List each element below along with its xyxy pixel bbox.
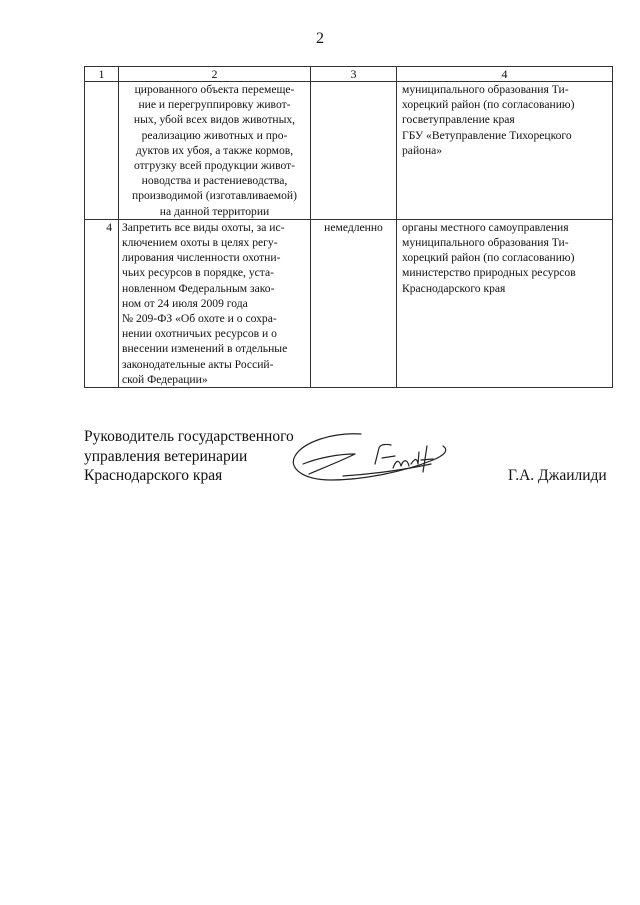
table-row [85,82,613,220]
text-line: ГБУ «Ветуправление Тихорецкого [402,128,572,142]
text-line: госветуправление края [402,113,515,127]
text-line: ных, убой всех видов животных, [133,113,296,127]
text-line: муниципального образования Ти- [402,236,569,250]
handwritten-signature [283,424,453,490]
measure-text-cell [119,82,311,220]
deadline-cell [311,82,397,220]
signatory-title [84,427,294,486]
text-line: на данной территории [159,204,270,218]
table-row [85,219,613,387]
measure-text-cell [119,219,311,387]
signatory-title-line: Руководитель государственного [84,428,294,445]
table-header-row [85,67,613,82]
text-line: хорецкий район (по согласованию) [402,98,575,112]
text-line: новодства и растениеводства, [141,174,288,188]
text-line: Запретить все виды охоты, за ис- [122,220,285,234]
text-line: ключением охоты в целях регу- [122,236,278,250]
text-line: хорецкий район (по согласованию) [402,251,575,265]
text-line: дуктов их убоя, а также кормов, [135,143,294,157]
text-line: нении охотничьих ресурсов и о [122,327,277,341]
measures-table [84,66,613,388]
signatory-title-line: Краснодарского края [84,467,223,484]
text-line: лирования численности охотни- [122,251,281,265]
text-line: министерство природных ресурсов [402,266,576,280]
responsible-cell [397,219,613,387]
text-line: муниципального образования Ти- [402,83,569,96]
text-line: района» [402,143,443,157]
table-header-cell: 4 [397,67,613,82]
text-line: органы местного самоуправления [402,220,569,234]
text-line: производимой (изготавливаемой) [131,189,297,203]
text-line: ние и перегруппировку живот- [138,98,291,112]
responsible-cell [397,82,613,220]
text-line: законодательные акты Россий- [122,357,274,371]
table-header-cell: 2 [119,67,311,82]
signatory-name: Г.А. Джаилиди [508,467,607,484]
deadline-cell: немедленно [311,219,397,387]
table-header-cell: 3 [311,67,397,82]
text-line: ном от 24 июля 2009 года [122,296,248,310]
text-line: Краснодарского края [402,281,506,295]
text-line: новленном Федеральным зако- [122,281,275,295]
text-line: отгрузку всей продукции живот- [133,159,296,173]
table-header-cell: 1 [85,67,119,82]
page-number: 2 [316,30,324,47]
text-line: цированного объекта перемеще- [134,83,295,96]
text-line: № 209-ФЗ «Об охоте и о сохра- [122,312,277,326]
signatory-title-line: управления ветеринарии [84,447,248,465]
text-line: чьих ресурсов в порядке, уста- [122,266,274,280]
text-line: внесении изменений в отдельные [122,342,288,356]
row-number-cell [85,82,119,220]
text-line: реализацию животных и про- [141,128,288,142]
row-number-cell: 4 [85,219,119,387]
text-line: ской Федерации» [122,372,208,386]
